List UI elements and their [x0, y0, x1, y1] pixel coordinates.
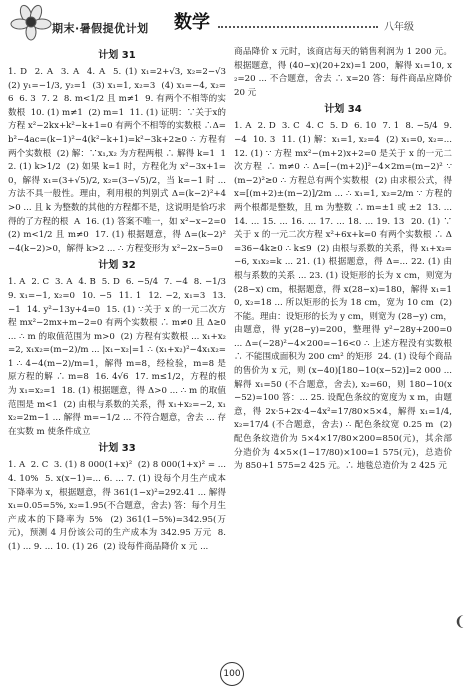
header-divider	[218, 26, 378, 28]
flower-logo-icon	[6, 2, 58, 42]
left-column	[8, 46, 232, 657]
answer-text: 1. D 2. A 3. A 4. A 5. (1) x₁=2+√3, x₂=2−√3 (2) y₁=−1/3, y₂=1 (3) x₁=1, x₂=3 (4) x₁=−4, x₂=6 6. 3 7. 2 8. m<1/2 且 m≠1 9. 有两个不相等的实数根 10. (1) m≠1 (2) m=1 11. (1) 证明：∵关于x的方程 x²−2kx+k²−k+1=0 有两个不相等的实数根 ∴Δ=b²−4ac=(k−1)²−4(k²−k+1)=k²−3k+2≥0 ∴ 方程有两个实数根 (2) 解：∵x₁,x₂ 为方程两根 ∴ 解得 k=1 12. (1) k>1/2 (2) 如果 k=1 时，方程化为 x²−3x+1=0，解得 x₁=(3+√5)/2, x₂=(3−√5)/2，当 k=−1 时 ... 方法不具一般性。理由，利用根的判别式 Δ=(k−2)²+4>0 ... 且 k 为整数的其他的方程都不是，这说明是恰巧求得的了方程的根 A 16. (1) 答案不唯一，如 x²−x−2=0 (2) m<1/2 且 m≠0 17. (1) 根据题意，得 Δ=(k−2)²−4(k−2)>0，解得 k>2 ... ∴ 方程变形为 x²−2x−5=0	[8, 67, 232, 254]
corner-curl-icon: ❨	[454, 614, 466, 630]
grade-label: 八年级	[384, 22, 414, 33]
plan-title: 计划 34	[324, 104, 362, 116]
plan-title: 计划 33	[98, 443, 136, 455]
plan-title: 计划 32	[98, 260, 136, 272]
right-column	[234, 46, 455, 657]
answer-text: 商品降价 x 元时，该商店每天的销售利润为 1 200 元。根据题意，得 (40−x)(20+2x)=1 200，解得 x₁=10, x₂=20 ... 不合题意，舍去 ∴ x=20 答：每件商品应降价 20 元	[234, 47, 455, 98]
page-header	[0, 0, 464, 44]
plan-title: 计划 31	[98, 50, 136, 61]
answer-text: 1. A 2. C 3. (1) 8 000(1+x)² (2) 8 000(1+x)² = ... 4. 10% 5. x(x−1)=... 6. ... 7. (1) 设每个月生产成本下降率为 x，根据题意，得 361(1−x)²=292.41 ... 解得 x₁=0.05=5%, x₂=1.95(不合题意，舍去) 答：每个月生产成本的下降率为 5% (2) 361(1−5%)=342.95(万元)，预测 4 月份该公司的生产成本为 342.95 万元 8. (1) ... 9. ... 10. (1) 26 (2) 设每件商品降价 x 元 ...	[8, 460, 232, 552]
subject-title: 数学	[174, 12, 210, 33]
page-number: 100	[220, 662, 244, 686]
series-title: 期末·暑假提优计划	[52, 22, 149, 35]
answer-text: 1. A 2. D 3. C 4. C 5. D 6. 10 7. 1 8. −5/4 9. −4 10. 3 11. (1) 解：x₁=1, x₂=4 (2) x₁=0, x₂=... 12. (1) ∵ 方程 mx²−(m+2)x+2=0 是关于 x 的一元二次方程 ∴ m≠0 ∴ Δ=[−(m+2)]²−4×2m=(m−2)² ∵ (m−2)²≥0 ∴ 方程总有两个实数根 (2) 由求根公式，得 x=[(m+2)±(m−2)]/2m ... ∴ x₁=1, x₂=2/m ∵ 方程的两个根都是整数，且 m 为整数 ∴ m=±1 或 ±2 13. ... 14. ... 15. ... 16. ... 17. ... 18. ... 19. 13 20. (1) ∵ 关于 x 的一元二次方程 x²+6x+k=0 有两个实数根 ∴ Δ=36−4k≥0 ∴ k≤9 (2) 由根与系数的关系，得 x₁+x₂=−6, x₁x₂=k ... 21. (1) 根据题意，得 Δ=... 22. (1) 由根与系数的关系 ... 23. (1) 设矩形的长为 x cm，则宽为 (28−x) cm，根据题意，得 x(28−x)=180，解得 x₁=10, x₂=18 ... 所以矩形的长为 18 cm，宽为 10 cm (2) 不能。理由：设矩形的长为 y cm，则宽为 (28−y) cm，由题意，得 y(28−y)=200，整理得 y²−28y+200=0 ... Δ=(−28)²−4×200=−16<0 ∴ 上述方程没有实数根 ∴ 不能围成面积为 200 cm² 的矩形 24. (1) 设每个商品的售价为 x 元，则 (x−40)[180−10(x−52)]=2 000 ... 解得 x₁=50 (不合题意，舍去), x₂=60，则 180−10(x−52)=100 答：... 25. 设配色条纹的宽度为 x m，由题意，得 2x·5+2x·4−4x²=17/80×5×4，解得 x₁=1/4, x₂=17/4 (不合题意，舍去) ∴ 配色条纹宽 0.25 m (2) 配色条纹造价为 5×4×17/80×200=850(元)，其余部分造价为 4×5×(1−17/80)×100=1 575(元)，总造价为 850+1 575=2 425 元。∴ 地毯总造价为 2 425 元	[234, 121, 455, 472]
answer-text: 1. A 2. C 3. A 4. B 5. D 6. −5/4 7. −4 8. −1/3 9. x₁=−1, x₂=0 10. −5 11. 1 12. −2, x₁=3 13. −1 14. y²−13y+4=0 15. (1) ∵关于 x 的一元二次方程 mx²−2mx+m−2=0 有两个实数根 ∴ m≠0 且 Δ≥0 ... ∴ m 的取值范围为 m>0 (2) 方程有实数根 ... x₁+x₂=2, x₁x₂=(m−2)/m ... |x₁−x₂|=1 ∴ (x₁+x₂)²−4x₁x₂=1 ∴ 4−4(m−2)/m=1，解得 m=8，经检验，m=8 是原方程的解 ∴ m=8 16. 4√6 17. m≤1/2，方程的根为 x₁=x₂=1 18. (1) 根据题意，得 Δ>0 ... ∴ m 的取值范围是 m<1 (2) 由根与系数的关系，得 x₁+x₂=−2, x₁x₂=2m−1 ... 解得 m=−1/2 ... 不符合题意，舍去 ... 存在实数 m 使条件成立	[8, 277, 232, 437]
